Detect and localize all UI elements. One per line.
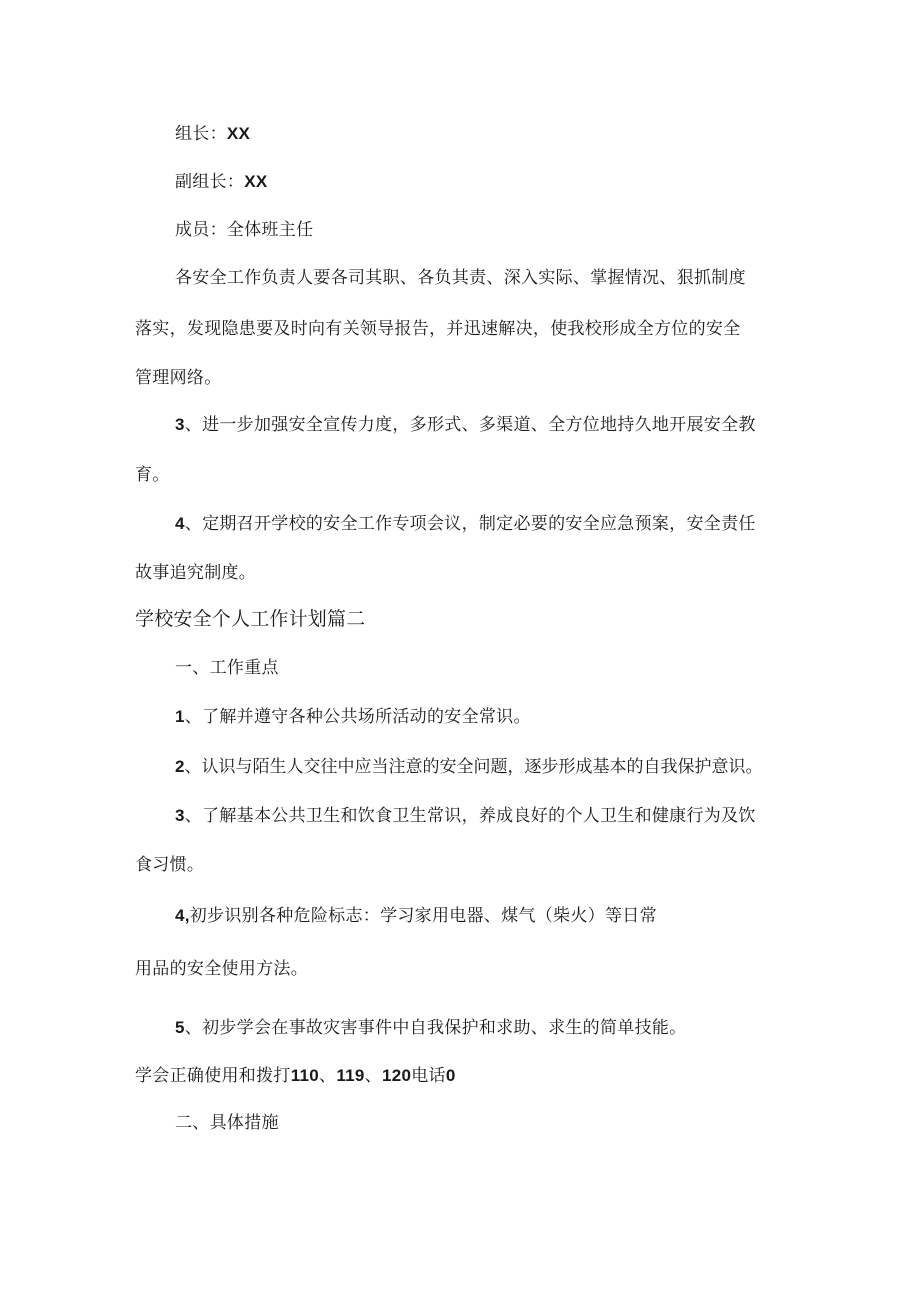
- leader-value: XX: [226, 124, 251, 143]
- phone-110: 110: [290, 1066, 320, 1085]
- item-4-line-1: [175, 512, 756, 536]
- focus-2-number: 2: [175, 757, 185, 776]
- leader-label: 组长：: [175, 124, 227, 144]
- phone-mid: 电话: [411, 1066, 446, 1086]
- item-4-line-2: 故事追究制度。: [135, 563, 257, 583]
- phone-sep-1: 、: [319, 1066, 337, 1086]
- item-3-line-1: [175, 413, 756, 437]
- item-3-line-2: 育。: [135, 465, 170, 485]
- responsibility-line-2: 落实，发现隐患要及时向有关领导报告，并迅速解决，使我校形成全方位的安全: [135, 319, 741, 339]
- focus-3-text: 、了解基本公共卫生和饮食卫生常识，养成良好的个人卫生和健康行为及饮: [184, 806, 756, 826]
- item-4-text: 、定期召开学校的安全工作专项会议，制定必要的安全应急预案，安全责任: [184, 514, 756, 534]
- phone-119: 119: [336, 1066, 365, 1085]
- part-2-title: 二、具体措施: [175, 1113, 279, 1133]
- phone-120: 120: [381, 1066, 412, 1085]
- deputy-leader-label: 副组长：: [175, 172, 245, 192]
- responsibility-line-1: 各安全工作负责人要各司其职、各负其责、深入实际、掌握情况、狠抓制度: [175, 268, 746, 288]
- phone-prefix: 学会正确使用和拨打: [135, 1066, 291, 1086]
- focus-3-line-1: [175, 804, 756, 828]
- phone-sep-2: 、: [364, 1066, 382, 1086]
- focus-1-text: 、了解并遵守各种公共场所活动的安全常识。: [184, 707, 531, 727]
- deputy-leader-value: XX: [244, 172, 268, 191]
- focus-4-line-1: [175, 904, 657, 928]
- focus-1-number: 1: [175, 707, 185, 726]
- deputy-leader-line: [175, 170, 267, 194]
- focus-4-text: 初步识别各种危险标志：学习家用电器、煤气（柴火）等日常: [189, 906, 657, 926]
- responsibility-line-3: 管理网络。: [135, 368, 222, 388]
- item-3-number: 3: [175, 415, 185, 434]
- part-1-title: 一、工作重点: [175, 658, 279, 678]
- item-4-number: 4: [175, 514, 185, 533]
- members-line: 成员：全体班主任: [175, 220, 314, 240]
- leader-line: [175, 122, 250, 146]
- focus-5-text: 、初步学会在事故灾害事件中自我保护和求助、求生的简单技能。: [184, 1018, 687, 1038]
- focus-3-number: 3: [175, 806, 185, 825]
- focus-5-line: [175, 1016, 686, 1040]
- focus-3-line-2: 食习惯。: [135, 855, 205, 875]
- focus-1-line: [175, 705, 531, 729]
- phone-end: 0: [445, 1066, 456, 1085]
- phone-line: [135, 1064, 456, 1088]
- focus-2-text: 、认识与陌生人交往中应当注意的安全问题，逐步形成基本的自我保护意识。: [184, 757, 763, 777]
- item-3-text: 、进一步加强安全宣传力度，多形式、多渠道、全方位地持久地开展安全教: [184, 415, 756, 435]
- focus-4-line-2: 用品的安全使用方法。: [135, 959, 308, 979]
- focus-4-number: 4,: [175, 906, 190, 925]
- section-2-title: 学校安全个人工作计划篇二: [135, 608, 366, 630]
- focus-2-line: [175, 755, 762, 779]
- focus-5-number: 5: [175, 1018, 185, 1037]
